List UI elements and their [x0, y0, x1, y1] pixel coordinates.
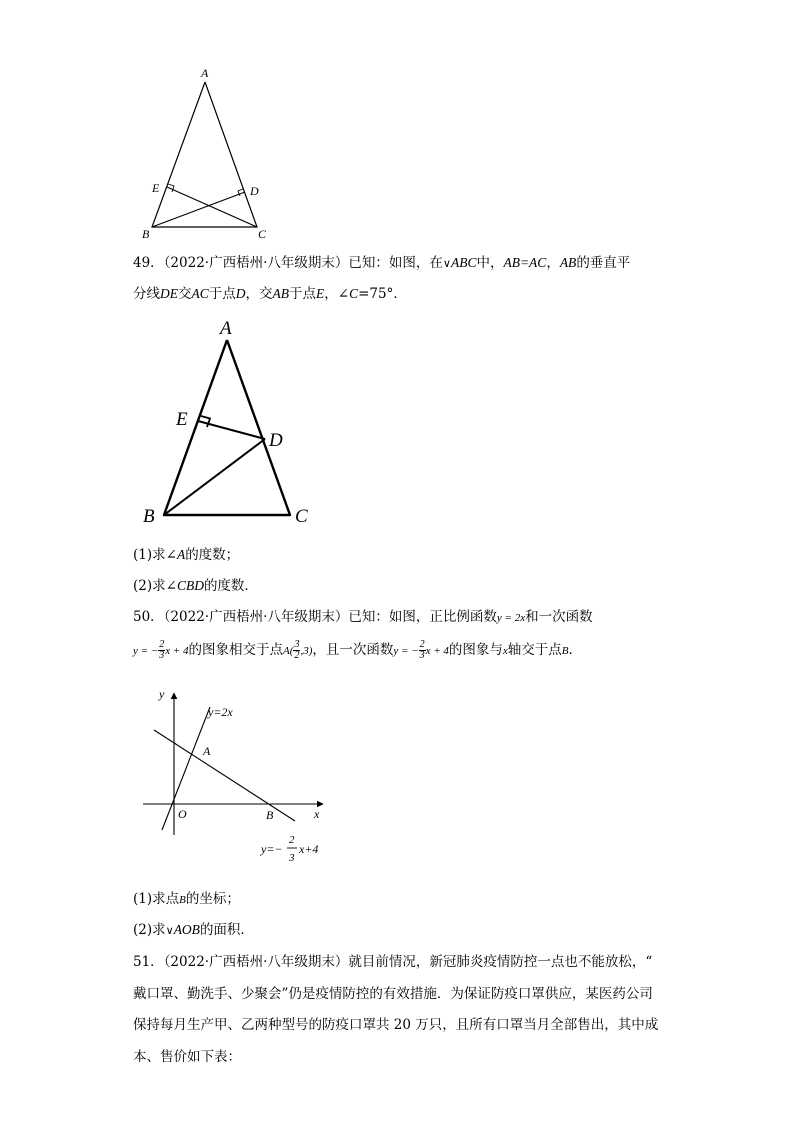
q50-line2: y = − $\frac{2}{3}$ x + 4的图象相交于点A( $\frac{3}{2}$ ,3)，且一次函数y = − $\frac{2}{3}$ x + 4的图象与x轴交于点B． — [133, 639, 583, 661]
q50-sub1: (1)求点B的坐标； — [133, 891, 240, 907]
label-y-axis: y — [159, 687, 165, 701]
q50-source: （2022·广西梧州·八年级期末） — [163, 609, 349, 625]
label-x-axis: x — [314, 807, 320, 821]
label-line-linear-post: x+4 — [299, 842, 319, 856]
label-line-y2x: y=2x — [208, 705, 233, 719]
figure-graph-q50 — [138, 685, 338, 865]
label-e: E — [152, 181, 160, 195]
label-d-q49: D — [269, 430, 283, 451]
fraction-three-halves: $\frac{3}{2}$ — [294, 639, 300, 661]
q50-number: 50． — [133, 609, 164, 625]
label-c: C — [258, 227, 267, 241]
label-c-q49: C — [295, 506, 308, 527]
q49-line2: 分线DE交AC于点D，交AB于点E，∠C=75°． — [133, 286, 407, 302]
label-a-q49: A — [220, 318, 232, 339]
triangle-abc-top — [152, 82, 257, 227]
q51-line1: 51．（2022·广西梧州·八年级期末）就目前情况，新冠肺炎疫情防控一点也不能放松，“ — [133, 954, 653, 970]
label-line-linear-num: 2 — [289, 834, 295, 846]
q49-sub1: (1)求∠A的度数； — [133, 547, 240, 563]
segment-bd-q49 — [164, 439, 265, 515]
q51-line3: 保持每月生产甲、乙两种型号的防疫口罩共 20 万只，且所有口罩当月全部售出，其中成 — [133, 1017, 659, 1033]
segment-bd — [152, 192, 245, 227]
q50-sub2: (2)求∨AOB的面积． — [133, 922, 254, 938]
fraction-two-thirds: $\frac{2}{3}$ — [159, 639, 165, 661]
figure-triangle-q49 — [138, 312, 338, 537]
q51-line2: 戴口罩、勤洗手、少聚会”仍是疫情防控的有效措施．为保证防疫口罩供应，某医药公司 — [133, 986, 653, 1002]
q49-number: 49． — [133, 255, 164, 271]
label-d: D — [250, 184, 259, 198]
label-line-linear-den: 3 — [289, 852, 295, 864]
label-point-b: B — [266, 808, 274, 822]
q51-line4: 本、售价如下表： — [133, 1049, 241, 1065]
label-line-linear-pre: y=− — [261, 842, 283, 856]
label-point-a: A — [203, 744, 211, 758]
label-a: A — [201, 66, 209, 80]
q51-source: （2022·广西梧州·八年级期末） — [163, 954, 349, 970]
label-origin: O — [178, 807, 187, 821]
label-b: B — [142, 227, 150, 241]
label-b-q49: B — [143, 506, 155, 527]
q49-sub2: (2)求∠CBD的度数． — [133, 578, 258, 594]
fraction-two-thirds-b: $\frac{2}{3}$ — [419, 639, 425, 661]
line-linear — [154, 730, 295, 821]
figure-triangle-top — [135, 62, 275, 242]
label-e-q49: E — [176, 409, 188, 430]
q49-line1: 49．（2022·广西梧州·八年级期末）已知：如图，在∨ABC中，AB=AC，AB的垂直平 — [133, 255, 631, 271]
q51-number: 51． — [133, 954, 164, 970]
q49-source: （2022·广西梧州·八年级期末） — [163, 255, 349, 271]
q50-line1: 50．（2022·广西梧州·八年级期末）已知：如图，正比例函数y = 2x和一次函数 — [133, 609, 593, 625]
